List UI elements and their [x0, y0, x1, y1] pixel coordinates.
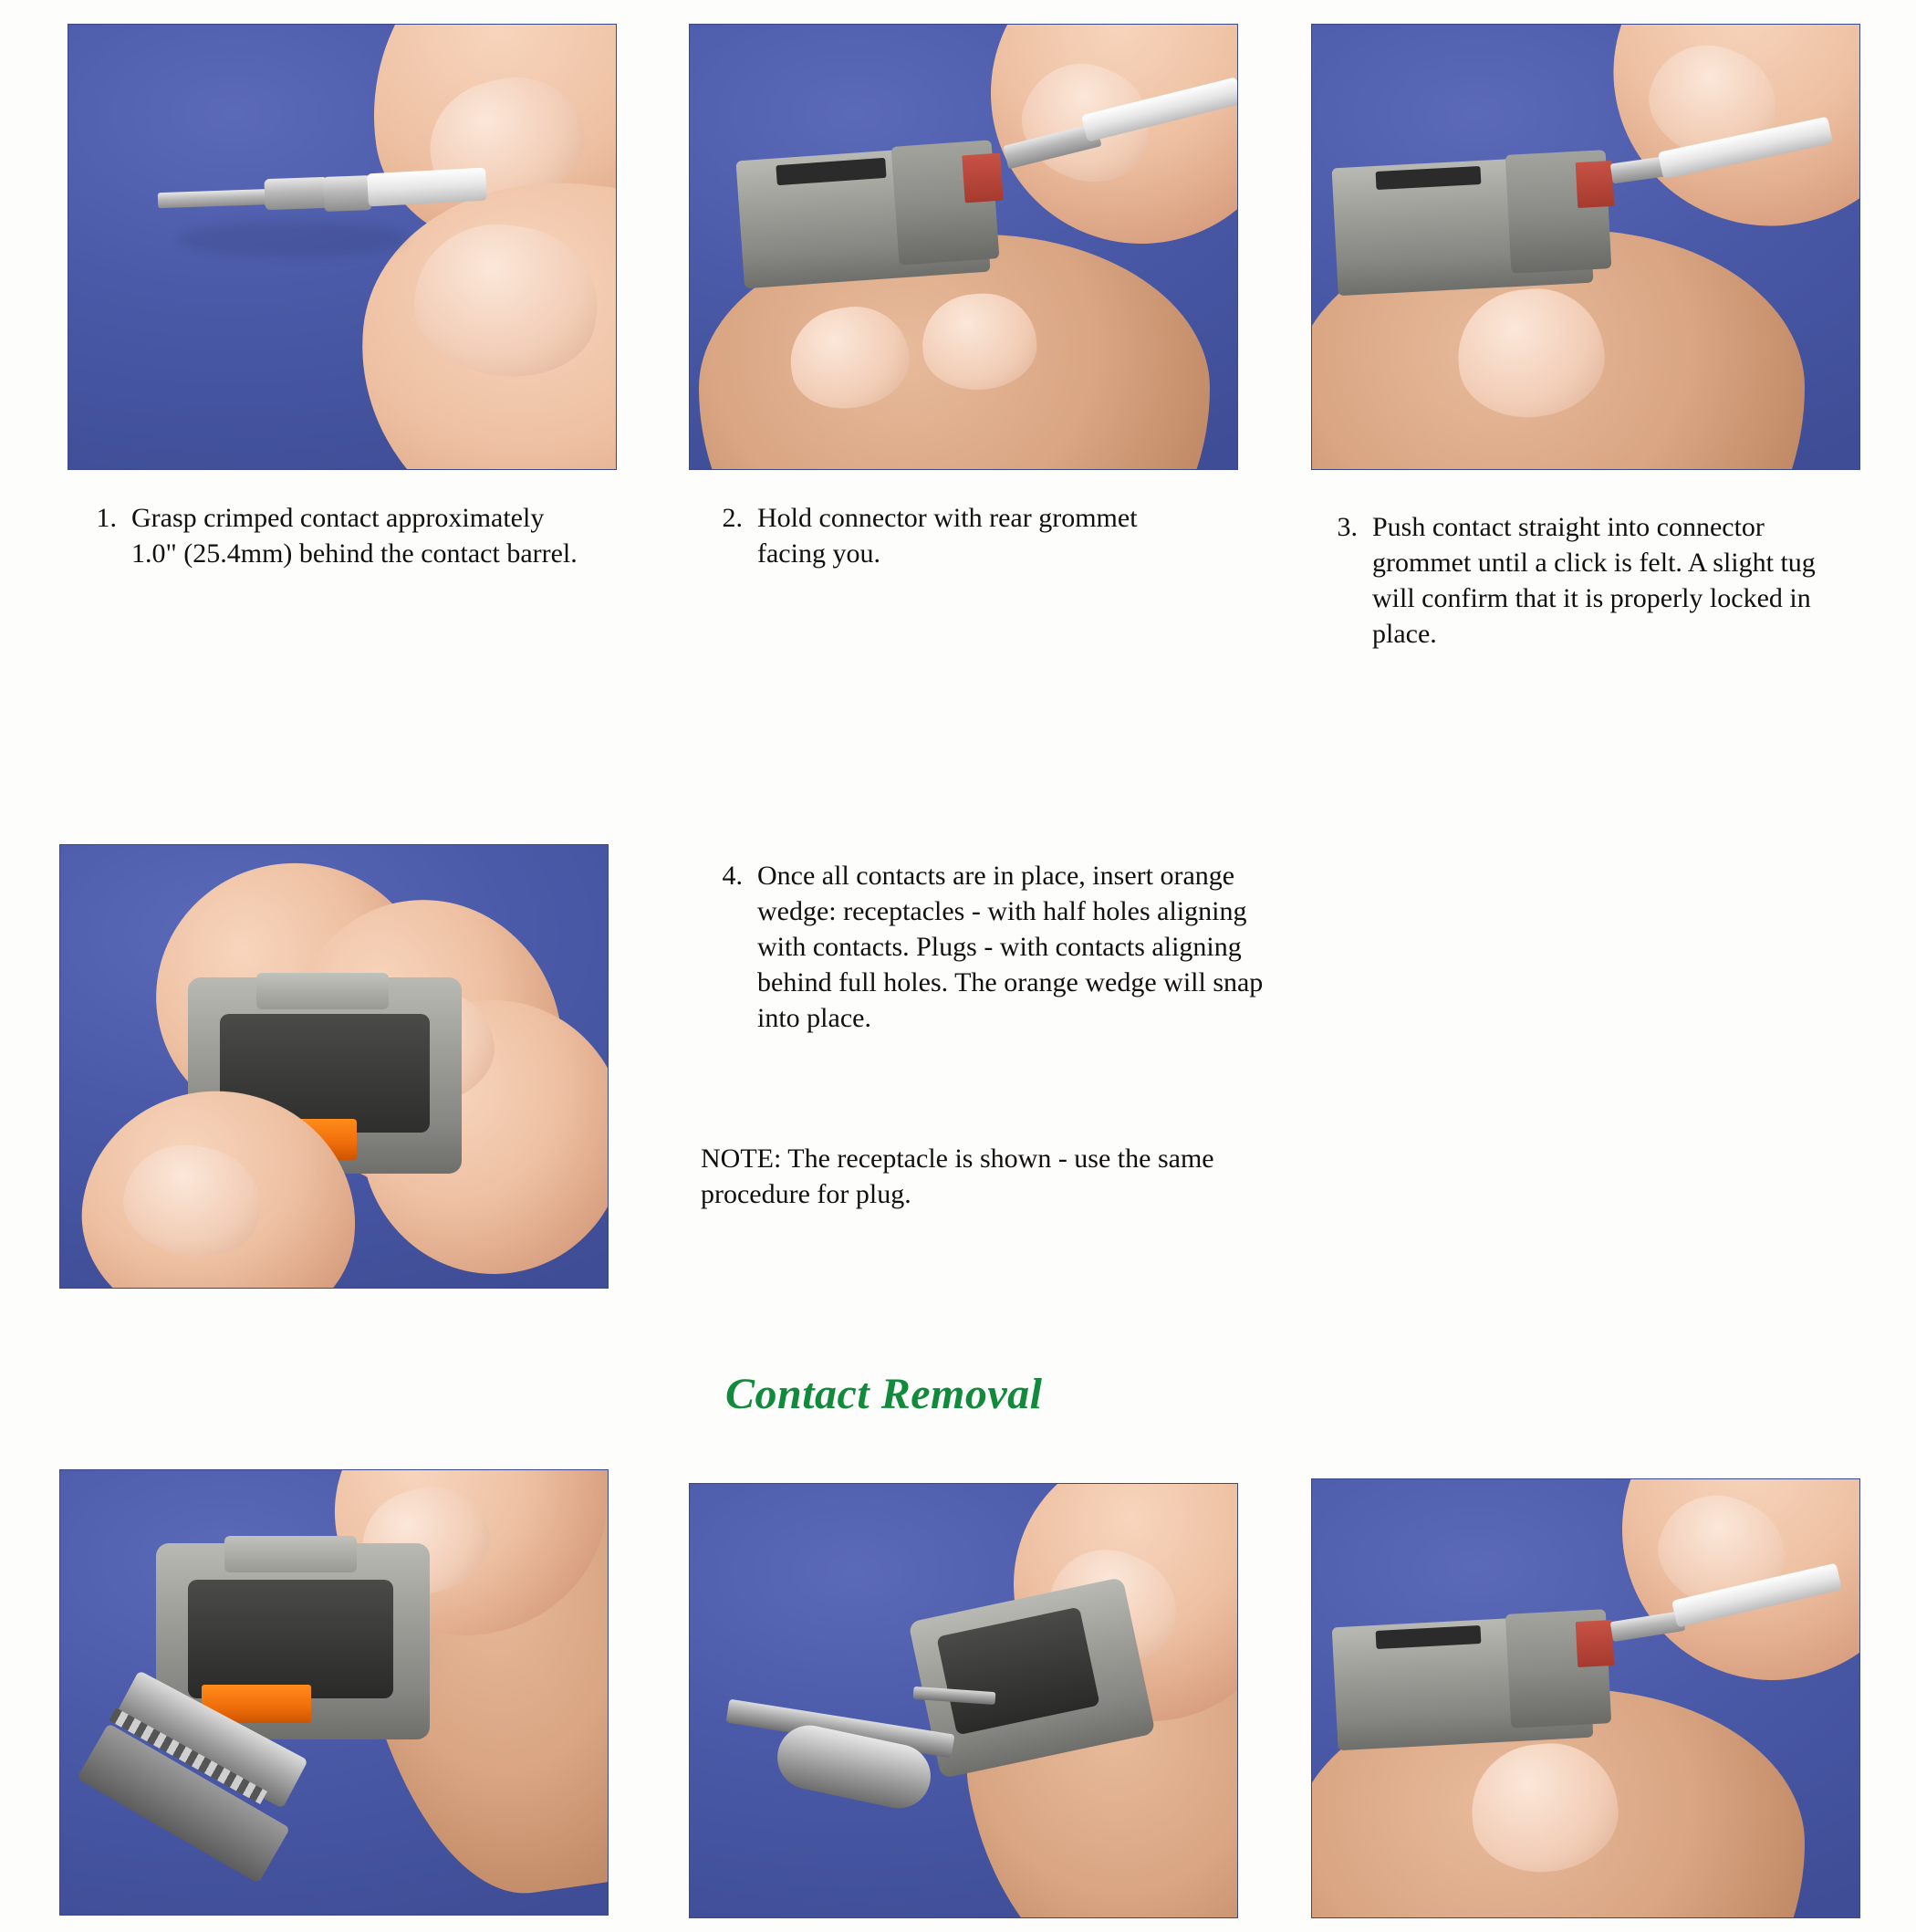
photo-removal-1-pull-wedge: [59, 1469, 609, 1916]
step-3-text: Push contact straight into connector grommet until a click is felt. A slight tug will confirm that it is properly locked in place.: [1372, 512, 1816, 649]
step-3: [1316, 509, 1836, 652]
photo-shadow: [178, 221, 406, 257]
note-text: NOTE: The receptacle is shown - use the same procedure for plug.: [701, 1144, 1214, 1209]
step-2-number: 2.: [722, 503, 743, 533]
connector-rib: [256, 973, 389, 1009]
photo-step-4-insert-wedge: [59, 844, 609, 1289]
connector-cavity: [188, 1580, 393, 1698]
grommet-seal: [1576, 1620, 1615, 1667]
step-4-text: Once all contacts are in place, insert orange wedge: receptacles - with half holes aligning with contacts. Plugs - with contacts aligning behind full holes. The orange wedge will snap into place.: [757, 861, 1264, 1033]
photo-removal-2-insert-tool: [689, 1483, 1238, 1918]
grommet-seal: [962, 153, 1004, 204]
connector-rib: [224, 1536, 357, 1572]
step-4-number: 4.: [722, 861, 743, 891]
step-1: [75, 500, 595, 571]
step-3-number: 3.: [1337, 512, 1358, 542]
section-title-contact-removal: Contact Removal: [725, 1370, 1043, 1418]
photo-step-2-hold-connector: [689, 24, 1238, 470]
photo-step-1-crimped-contact: [68, 24, 617, 470]
photo-removal-3-contact-removed: [1311, 1478, 1860, 1918]
step-2-text: Hold connector with rear grommet facing you.: [757, 503, 1138, 569]
step-4: [701, 858, 1294, 1036]
step-1-text: Grasp crimped contact approximately 1.0" (25.4mm) behind the contact barrel.: [131, 503, 578, 569]
contact-crimp: [323, 175, 371, 212]
step-2: [701, 500, 1193, 571]
contact-barrel: [264, 177, 328, 210]
grommet-seal: [1576, 161, 1615, 208]
photo-step-3-push-contact: [1311, 24, 1860, 470]
wire: [367, 168, 487, 207]
step-1-number: 1.: [96, 503, 117, 533]
